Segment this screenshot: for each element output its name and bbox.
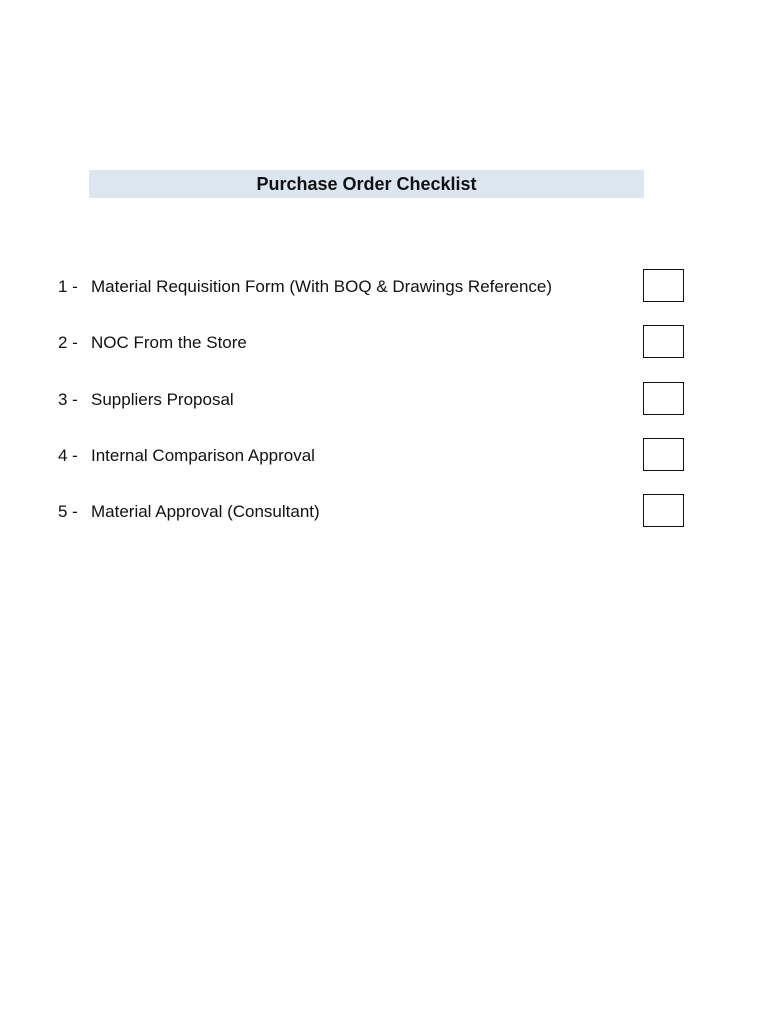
checklist-item-4 <box>0 438 768 472</box>
item-label: Internal Comparison Approval <box>91 446 315 465</box>
checkbox-noc-from-store[interactable] <box>643 325 684 358</box>
checkbox-internal-comparison-approval[interactable] <box>643 438 684 471</box>
item-label: Material Requisition Form (With BOQ & Drawings Reference) <box>91 277 553 296</box>
checklist-item-1 <box>0 269 768 303</box>
item-label: Suppliers Proposal <box>91 390 234 409</box>
item-number: 3 - <box>58 390 78 409</box>
item-number: 4 - <box>58 446 78 465</box>
item-number: 1 - <box>58 277 78 296</box>
checklist-item-5 <box>0 494 768 528</box>
item-label: Material Approval (Consultant) <box>91 502 320 521</box>
item-number: 2 - <box>58 333 78 352</box>
page-title: Purchase Order Checklist <box>256 174 477 194</box>
checkbox-suppliers-proposal[interactable] <box>643 382 684 415</box>
checklist-item-3 <box>0 382 768 416</box>
checklist-item-2 <box>0 325 768 359</box>
item-label: NOC From the Store <box>91 333 247 352</box>
item-number: 5 - <box>58 502 78 521</box>
checkbox-material-approval-consultant[interactable] <box>643 494 684 527</box>
checkbox-material-requisition-form[interactable] <box>643 269 684 302</box>
